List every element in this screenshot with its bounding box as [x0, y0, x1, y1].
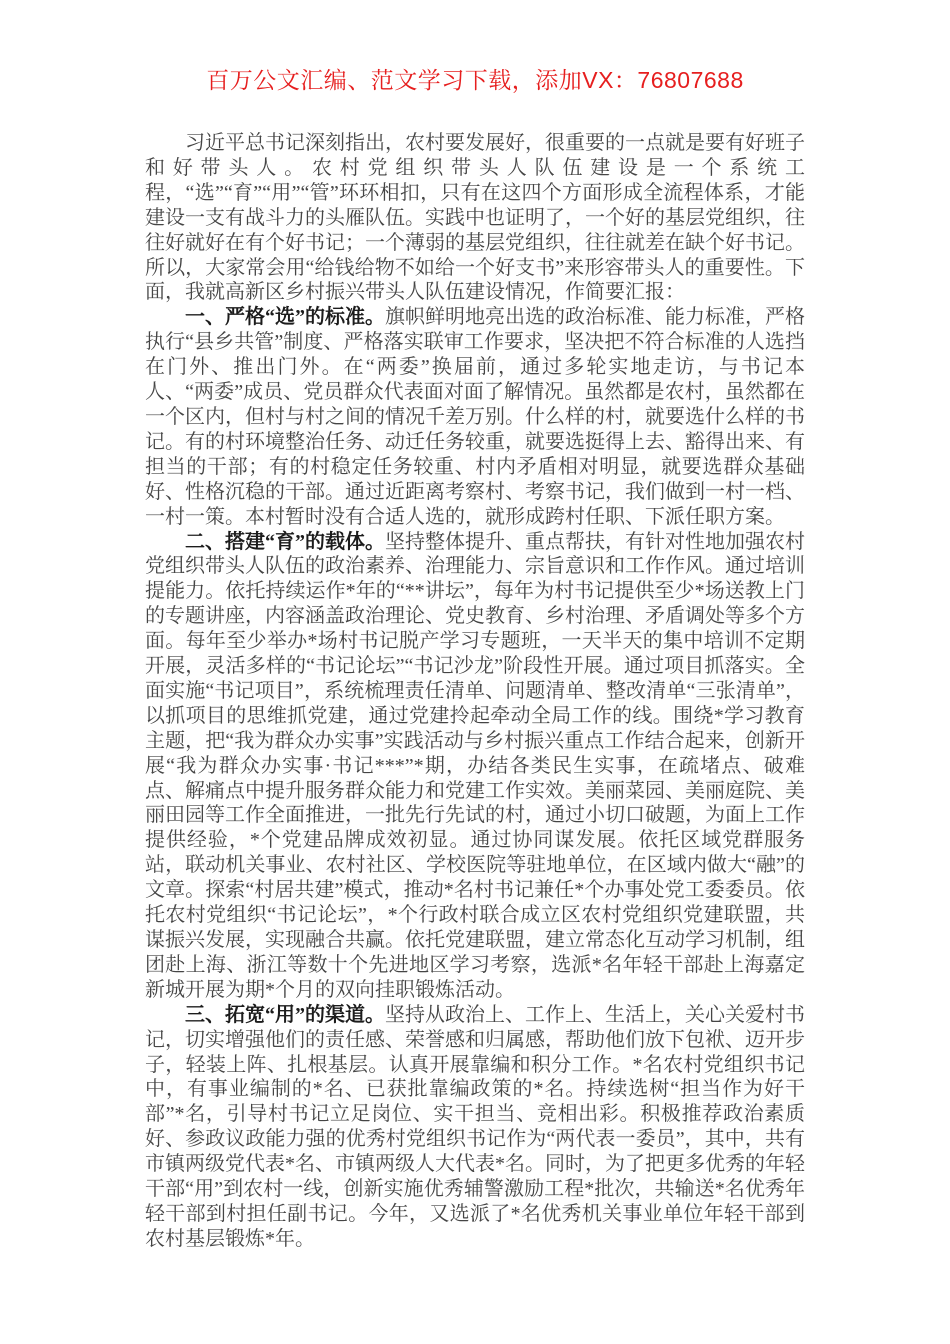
paragraph-text: 旗帜鲜明地亮出选的政治标准、能力标准，严格执行“县乡共管”制度、严格落实联审工作要求，坚决把不符合标准的人选挡在门外、推出门外。在“两委”换届前，通过多轮实地走访，与书记本人、“两委”成员、党员群众代表面对面了解情况。虽然都是农村，虽然都在一个区内，但村与村之间的情况千差万别。什么样的村，就要选什么样的书记。有的村环境整治任务、动迁任务较重，就要选挺得上去、豁得出来、有担当的干部；有的村稳定任务较重、村内矛盾相对明显，就要选群众基础好、性格沉稳的干部。通过近距离考察村、考察书记，我们做到一村一档、一村一策。本村暂时没有合适人选的，就形成跨村任职、下派任职方案。: [145, 306, 805, 528]
section-heading-1: 一、严格“选”的标准。: [185, 306, 385, 329]
section-heading-3: 三、拓宽“用”的渠道。: [185, 1003, 385, 1026]
paragraph-text: 坚持整体提升、重点帮扶，有针对性地加强农村党组织带头人队伍的政治素养、治理能力、宗旨意识和工作作风。通过培训提能力。依托持续运作*年的“**讲坛”，每年为村书记提供至少*场送教上门的专题讲座，内容涵盖政治理论、党史教育、乡村治理、矛盾调处等多个方面。每年至少举办*场村书记脱产学习专题班，一天半天的集中培训不定期开展，灵活多样的“书记论坛”“书记沙龙”阶段性开展。通过项目抓落实。全面实施“书记项目”，系统梳理责任清单、问题清单、整改清单“三张清单”，以抓项目的思维抓党建，通过党建拎起牵动全局工作的线。围绕*学习教育主题，把“我为群众办实事”实践活动与乡村振兴重点工作结合起来，创新开展“我为群众办实事·书记***”*期，办结各类民生实事，在疏堵点、破难点、解痛点中提升服务群众能力和党建工作实效。美丽菜园、美丽庭院、美丽田园等工作全面推进，一批先行先试的村，通过小切口破题，为面上工作提供经验，*个党建品牌成效初显。通过协同谋发展。依托区域党群服务站，联动机关事业、农村社区、学校医院等驻地单位，在区域内做大“融”的文章。探索“村居共建”模式，推动*名村书记兼任*个办事处党工委委员。依托农村党组织“书记论坛”，*个行政村联合成立区农村党组织党建联盟，共谋振兴发展，实现融合共赢。依托党建联盟，建立常态化互动学习机制，组团赴上海、浙江等数十个先进地区学习考察，选派*名年轻干部赴上海嘉定新城开展为期*个月的双向挂职锻炼活动。: [145, 530, 805, 1001]
paragraph-text: 坚持从政治上、工作上、生活上，关心关爱村书记，切实增强他们的责任感、荣誉感和归属感，帮助他们放下包袱、迈开步子，轻装上阵、扎根基层。认真开展靠编和积分工作。*名农村党组织书记中，有事业编制的*名、已获批靠编政策的*名。持续选树“担当作为好干部”*名，引导村书记立足岗位、实干担当、竞相出彩。积极推荐政治素质好、参政议政能力强的优秀村党组织书记作为“两代表一委员”，其中，共有市镇两级党代表*名、市镇两级人大代表*名。同时，为了把更多优秀的年轻干部“用”到农村一线，创新实施优秀辅警激励工程*批次，共输送*名优秀年轻干部到村担任副书记。今年，又选派了*名优秀机关事业单位年轻干部到农村基层锻炼*年。: [145, 1003, 805, 1250]
paragraph-text: 习近平总书记深刻指出，农村要发展好，很重要的一点就是要有好班子和好带头人。农村党组织带头人队伍建设是一个系统工程，“选”“育”“用”“管”环环相扣，只有在这四个方面形成全流程体系，才能建设一支有战斗力的头雁队伍。实践中也证明了，一个好的基层党组织，往往好就好在有个好书记；一个薄弱的基层党组织，往往就差在缺个好书记。所以，大家常会用“给钱给物不如给一个好支书”来形容带头人的重要性。下面，我就高新区乡村振兴带头人队伍建设情况，作简要汇报：: [145, 132, 805, 304]
section-heading-2: 二、搭建“育”的载体。: [185, 530, 385, 553]
promo-banner-text: 百万公文汇编、范文学习下载，添加VX：76807688: [206, 67, 744, 93]
paragraph-section-2: [145, 530, 805, 1003]
paragraph-intro: [145, 131, 805, 305]
paragraph-section-1: [145, 305, 805, 529]
document-body: [145, 131, 805, 1252]
paragraph-section-3: [145, 1003, 805, 1252]
